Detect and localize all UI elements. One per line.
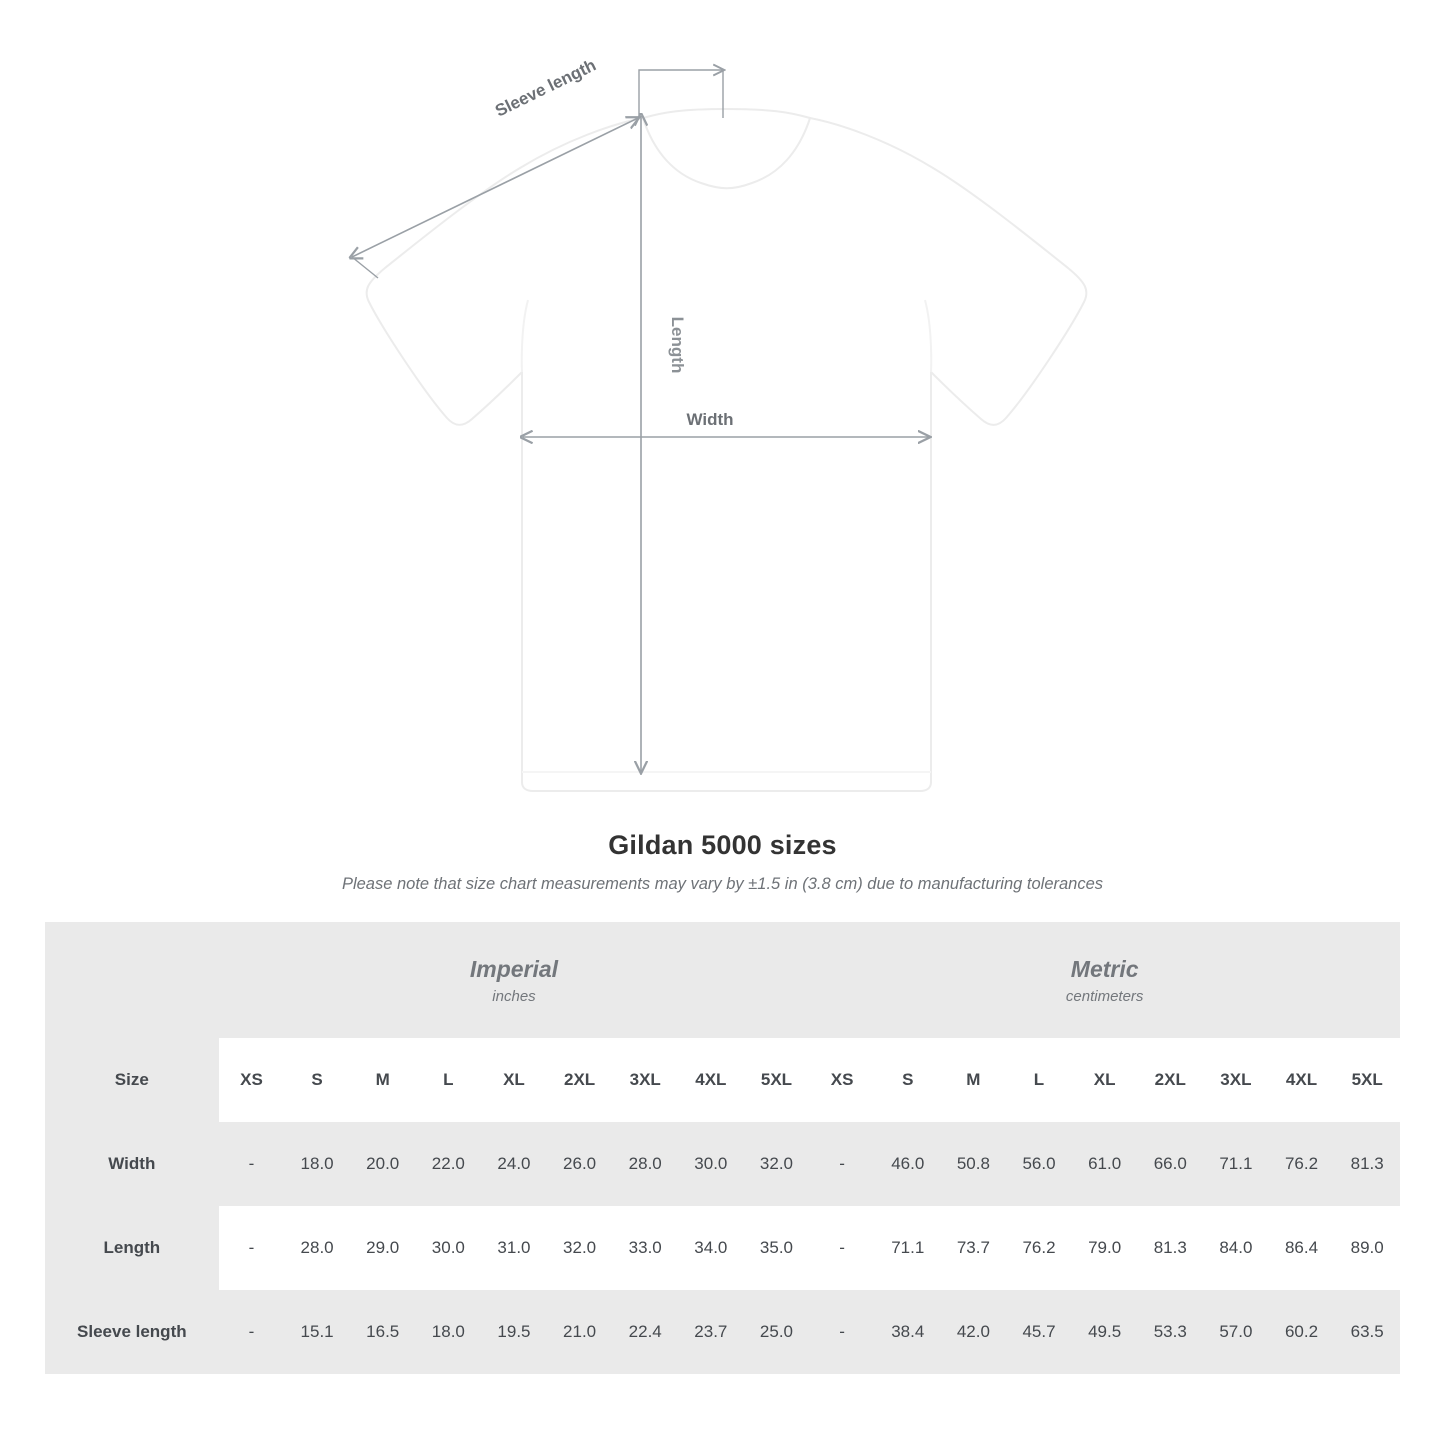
cell-width-met-6: 71.1 [1203,1122,1269,1206]
cell-sleeve-met-5: 53.3 [1137,1290,1203,1374]
cell-length-met-5: 81.3 [1137,1206,1203,1290]
page-title: Gildan 5000 sizes [608,830,837,860]
row-label-width: Width [45,1122,219,1206]
header-cell-met-7: 4XL [1269,1038,1335,1122]
cell-width-imp-1: 18.0 [284,1122,350,1206]
cell-width-imp-6: 28.0 [612,1122,678,1206]
cell-width-met-2: 50.8 [941,1122,1007,1206]
header-cell-imp-8: 5XL [744,1038,810,1122]
cell-sleeve-met-1: 38.4 [875,1290,941,1374]
cell-sleeve-imp-1: 15.1 [284,1290,350,1374]
cell-width-met-8: 81.3 [1334,1122,1400,1206]
header-cell-met-8: 5XL [1334,1038,1400,1122]
header-cell-imp-5: 2XL [547,1038,613,1122]
cell-length-imp-0: - [219,1206,285,1290]
cell-sleeve-met-3: 45.7 [1006,1290,1072,1374]
metric-header-cell [809,922,1400,1038]
table-row [45,1206,1400,1290]
cell-width-imp-2: 20.0 [350,1122,416,1206]
sleeve-length-label: Sleeve length [492,55,600,121]
cell-length-met-0: - [809,1206,875,1290]
size-header-row [45,1038,1400,1122]
cell-sleeve-imp-5: 21.0 [547,1290,613,1374]
width-label: Width [686,410,734,429]
cell-length-imp-3: 30.0 [416,1206,482,1290]
header-cell-imp-6: 3XL [612,1038,678,1122]
metric-system-label: Metric [1070,956,1139,983]
cell-width-met-0: - [809,1122,875,1206]
title-block [0,830,1445,894]
cell-width-met-7: 76.2 [1269,1122,1335,1206]
cell-sleeve-imp-7: 23.7 [678,1290,744,1374]
metric-unit-label: centimeters [1065,987,1144,1005]
cell-length-met-7: 86.4 [1269,1206,1335,1290]
unit-system-row [45,922,1400,1038]
cell-length-imp-8: 35.0 [744,1206,810,1290]
header-cell-met-3: L [1006,1038,1072,1122]
cell-width-imp-5: 26.0 [547,1122,613,1206]
header-cell-met-6: 3XL [1203,1038,1269,1122]
cell-length-met-2: 73.7 [941,1206,1007,1290]
cell-sleeve-met-0: - [809,1290,875,1374]
cell-width-imp-8: 32.0 [744,1122,810,1206]
unit-row-corner [45,922,219,1038]
header-cell-met-4: XL [1072,1038,1138,1122]
header-cell-imp-4: XL [481,1038,547,1122]
cell-width-met-4: 61.0 [1072,1122,1138,1206]
header-cell-imp-2: M [350,1038,416,1122]
cell-length-imp-7: 34.0 [678,1206,744,1290]
cell-sleeve-imp-4: 19.5 [481,1290,547,1374]
cell-sleeve-imp-2: 16.5 [350,1290,416,1374]
cell-sleeve-met-6: 57.0 [1203,1290,1269,1374]
row-label-sleeve-length: Sleeve length [45,1290,219,1374]
cell-length-imp-4: 31.0 [481,1206,547,1290]
header-cell-met-1: S [875,1038,941,1122]
cell-length-met-6: 84.0 [1203,1206,1269,1290]
size-table-wrapper [45,922,1400,1374]
cell-sleeve-imp-6: 22.4 [612,1290,678,1374]
header-cell-imp-1: S [284,1038,350,1122]
length-label: Length [668,316,687,374]
cell-sleeve-imp-0: - [219,1290,285,1374]
cell-width-met-5: 66.0 [1137,1122,1203,1206]
imperial-system-label: Imperial [469,956,559,983]
imperial-unit-label: inches [492,987,536,1005]
cell-length-met-1: 71.1 [875,1206,941,1290]
cell-width-imp-7: 30.0 [678,1122,744,1206]
cell-width-imp-3: 22.0 [416,1122,482,1206]
cell-length-met-3: 76.2 [1006,1206,1072,1290]
tolerance-note: Please note that size chart measurements may vary by ±1.5 in (3.8 cm) due to manufacturing tolerances [341,875,1104,893]
cell-length-met-8: 89.0 [1334,1206,1400,1290]
size-table [45,922,1400,1374]
cell-length-imp-5: 32.0 [547,1206,613,1290]
cell-sleeve-met-8: 63.5 [1334,1290,1400,1374]
cell-length-imp-2: 29.0 [350,1206,416,1290]
header-cell-imp-7: 4XL [678,1038,744,1122]
header-cell-imp-0: XS [219,1038,285,1122]
size-corner-label: Size [45,1038,219,1122]
cell-width-met-1: 46.0 [875,1122,941,1206]
table-row [45,1290,1400,1374]
header-cell-met-2: M [941,1038,1007,1122]
cell-length-imp-1: 28.0 [284,1206,350,1290]
cell-sleeve-met-7: 60.2 [1269,1290,1335,1374]
cell-sleeve-met-2: 42.0 [941,1290,1007,1374]
header-cell-met-0: XS [809,1038,875,1122]
table-row [45,1122,1400,1206]
header-cell-imp-3: L [416,1038,482,1122]
tshirt-shape [367,109,1087,791]
cell-length-met-4: 79.0 [1072,1206,1138,1290]
cell-width-imp-0: - [219,1122,285,1206]
cell-length-imp-6: 33.0 [612,1206,678,1290]
cell-sleeve-imp-8: 25.0 [744,1290,810,1374]
cell-width-imp-4: 24.0 [481,1122,547,1206]
cell-sleeve-imp-3: 18.0 [416,1290,482,1374]
row-label-length: Length [45,1206,219,1290]
imperial-header-cell [219,922,810,1038]
cell-width-met-3: 56.0 [1006,1122,1072,1206]
header-cell-met-5: 2XL [1137,1038,1203,1122]
cell-sleeve-met-4: 49.5 [1072,1290,1138,1374]
